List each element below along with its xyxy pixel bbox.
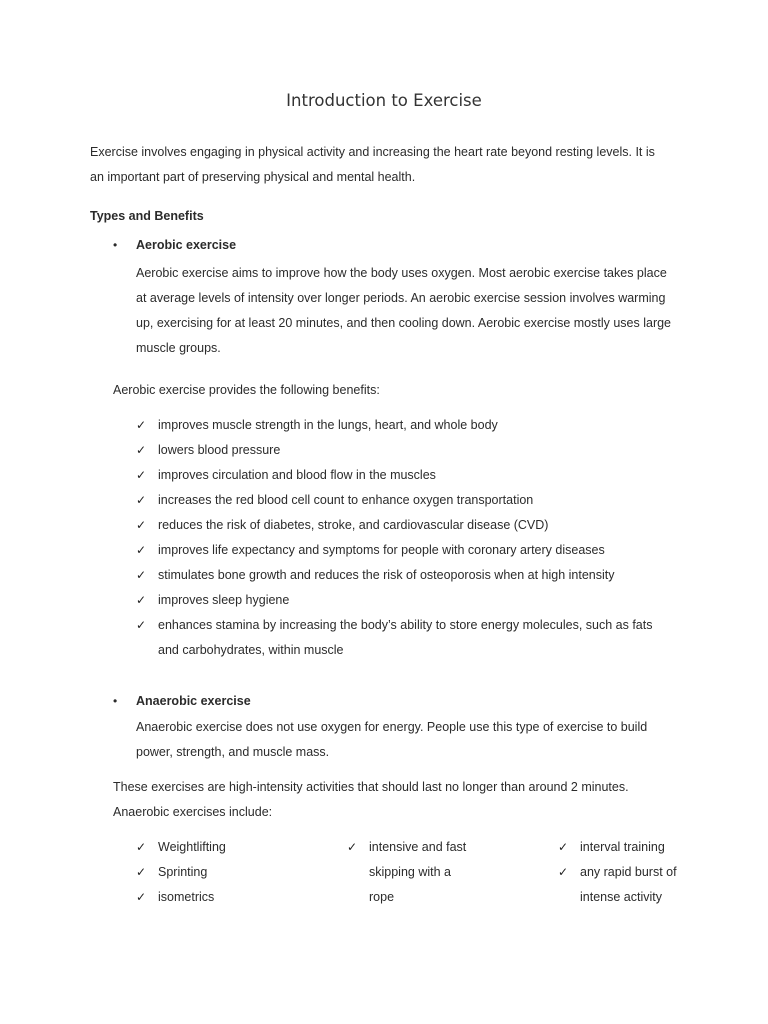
checkmark-icon: ✓ (136, 568, 147, 582)
checkmark-icon: ✓ (558, 840, 569, 854)
list-item (136, 513, 676, 538)
list-item-text: improves life expectancy and symptoms for people with coronary artery diseases (158, 543, 605, 557)
list-item (347, 835, 472, 910)
checkmark-icon: ✓ (136, 618, 147, 632)
checkmark-icon: ✓ (136, 890, 147, 904)
checkmark-icon: ✓ (136, 443, 147, 457)
list-item-text: lowers blood pressure (158, 443, 281, 457)
list-item-text: Sprinting (158, 865, 208, 879)
anaerobic-heading: Anaerobic exercise (136, 694, 251, 708)
list-item (136, 463, 676, 488)
list-item-text: reduces the risk of diabetes, stroke, and cardiovascular disease (CVD) (158, 518, 549, 532)
examples-column-3 (558, 835, 683, 910)
list-item (136, 835, 316, 860)
list-item (136, 613, 676, 663)
list-item-text: improves sleep hygiene (158, 593, 290, 607)
anaerobic-description: Anaerobic exercise does not use oxygen for energy. People use this type of exercise to build power, strength, and muscle mass. (136, 720, 648, 759)
aerobic-heading: Aerobic exercise (136, 238, 237, 252)
list-item-text: isometrics (158, 890, 215, 904)
list-item (558, 860, 683, 910)
aerobic-description: Aerobic exercise aims to improve how the body uses oxygen. Most aerobic exercise takes place at average levels of intensity over longer periods. An aerobic exercise session involves warming up, exercising for at least 20 minutes, and then cooling down. Aerobic exercise mostly uses large muscle groups. (136, 266, 672, 355)
checkmark-icon: ✓ (347, 840, 358, 854)
checkmark-icon: ✓ (136, 468, 147, 482)
list-item-text: intensive and fast skipping with a rope (369, 840, 467, 904)
bullet-icon: • (113, 694, 118, 708)
list-item (136, 438, 676, 463)
examples-column-1 (136, 835, 316, 910)
list-item-text: enhances stamina by increasing the body’s ability to store energy molecules, such as fats and carbohydrates, within muscle (158, 618, 653, 657)
list-item-text: Weightlifting (158, 840, 226, 854)
anaerobic-examples (136, 835, 696, 915)
list-item-text: improves circulation and blood flow in the muscles (158, 468, 436, 482)
intro-paragraph: Exercise involves engaging in physical activity and increasing the heart rate beyond resting levels. It is an important part of preserving physical and mental health. (90, 145, 655, 184)
aerobic-benefits-intro: Aerobic exercise provides the following benefits: (113, 383, 380, 397)
aerobic-benefits-list (136, 413, 676, 663)
checkmark-icon: ✓ (136, 840, 147, 854)
anaerobic-examples-intro: These exercises are high-intensity activities that should last no longer than around 2 minutes. Anaerobic exercises include: (113, 780, 629, 819)
checkmark-icon: ✓ (136, 593, 147, 607)
list-item-text: increases the red blood cell count to enhance oxygen transportation (158, 493, 534, 507)
list-item (136, 413, 676, 438)
list-item (558, 835, 683, 860)
checkmark-icon: ✓ (136, 493, 147, 507)
section-heading: Types and Benefits (90, 209, 204, 223)
bullet-icon: • (113, 238, 118, 252)
list-item (136, 588, 676, 613)
checkmark-icon: ✓ (136, 865, 147, 879)
list-item-text: stimulates bone growth and reduces the risk of osteoporosis when at high intensity (158, 568, 615, 582)
list-item (136, 488, 676, 513)
checkmark-icon: ✓ (136, 518, 147, 532)
checkmark-icon: ✓ (136, 543, 147, 557)
checkmark-icon: ✓ (558, 865, 569, 879)
list-item-text: interval training (580, 840, 665, 854)
checkmark-icon: ✓ (136, 418, 147, 432)
examples-column-2 (347, 835, 472, 910)
list-item (136, 563, 676, 588)
list-item (136, 538, 676, 563)
list-item (136, 860, 316, 885)
list-item-text: any rapid burst of intense activity (580, 865, 677, 904)
page-title: Introduction to Exercise (286, 91, 482, 110)
list-item-text: improves muscle strength in the lungs, heart, and whole body (158, 418, 498, 432)
list-item (136, 885, 316, 910)
